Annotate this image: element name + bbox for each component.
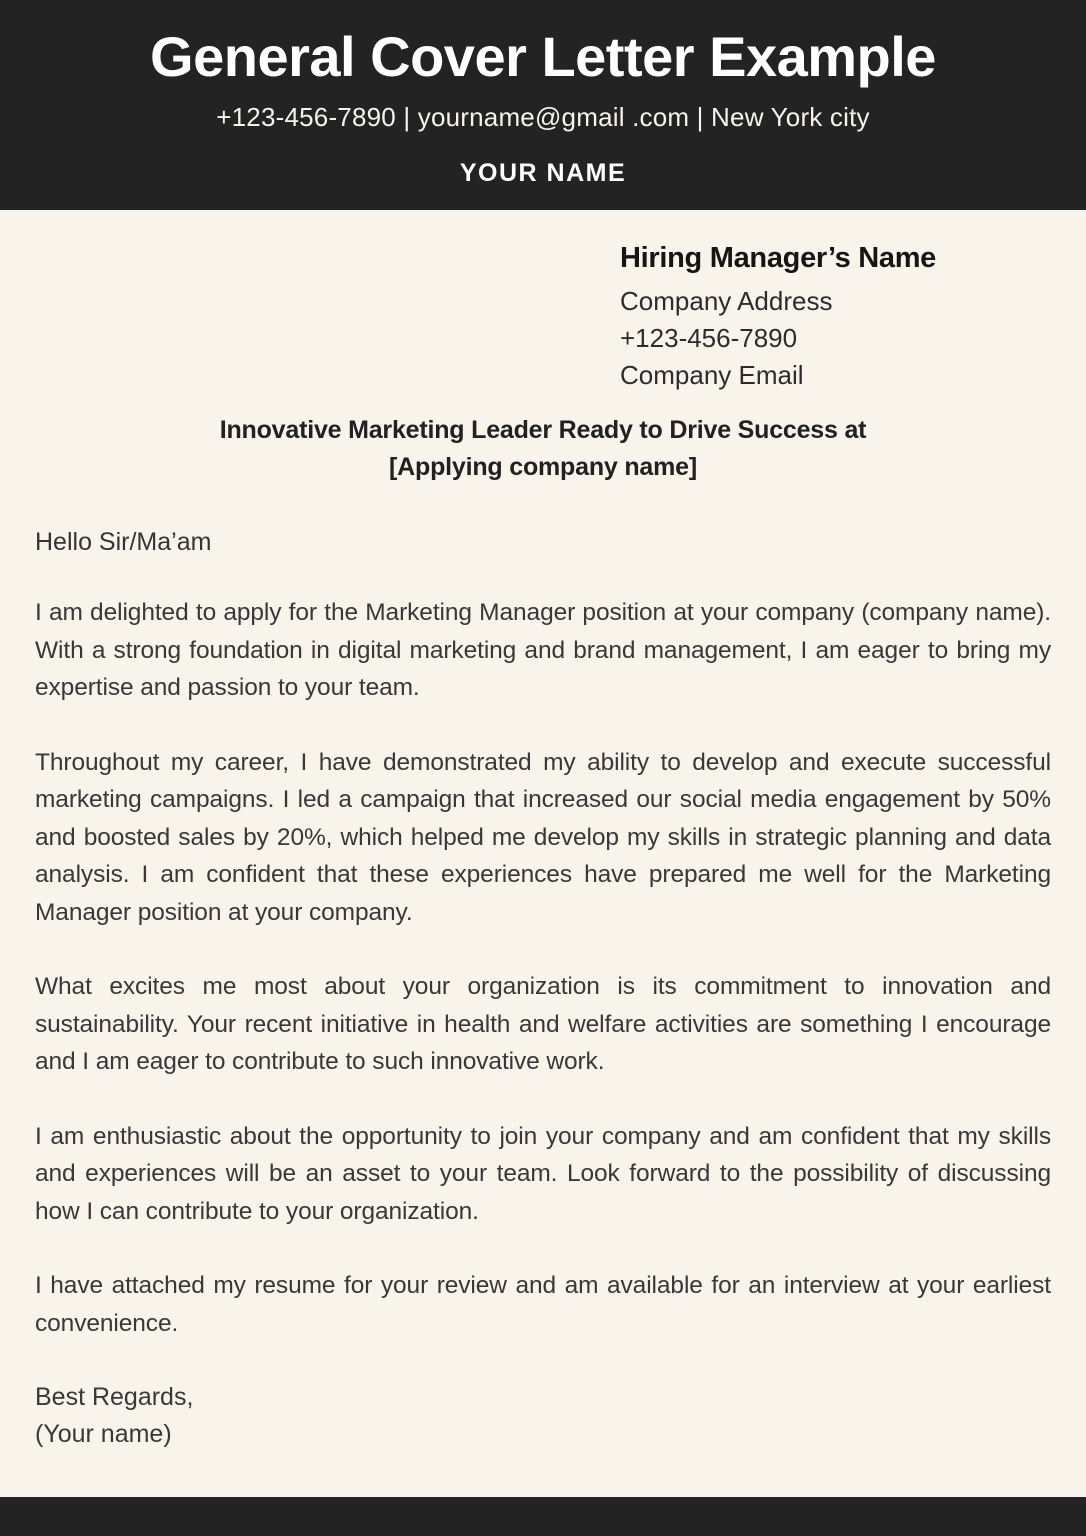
sender-name: YOUR NAME: [459, 158, 627, 187]
paragraph-2: Throughout my career, I have demonstrated my ability to develop and execute successful marketing campaigns. I led a campaign that increased our social media engagement by 50% and boosted sales by 20%, which helped me develop my skills in strategic planning and data analysis. I am confident that these experiences have prepared me well for the Marketing Manager position at your company.: [35, 748, 1051, 926]
subject-line-2: [Applying company name]: [389, 453, 697, 481]
paragraph-5: I have attached my resume for your review and am available for an interview at your earliest convenience.: [35, 1272, 1051, 1337]
greeting: Hello Sir/Ma’am: [35, 528, 212, 556]
recipient-phone: +123-456-7890: [620, 323, 798, 353]
recipient-email: Company Email: [620, 360, 804, 390]
recipient-address: Company Address: [620, 286, 833, 316]
recipient-name: Hiring Manager’s Name: [620, 242, 937, 274]
closing: Best Regards,: [35, 1383, 194, 1411]
recipient-block: [620, 242, 1051, 394]
subject-line-1: Innovative Marketing Leader Ready to Drive Success at: [219, 416, 867, 444]
paragraph-4: I am enthusiastic about the opportunity to join your company and am confident that my skills and experiences will be an asset to your team. Look forward to the possibility of discussing how I can contribute to your organization.: [35, 1122, 1051, 1225]
page-title: General Cover Letter Example: [150, 25, 936, 88]
subject-line: [35, 412, 1051, 486]
letter-header: [0, 0, 1086, 210]
paragraph-1: I am delighted to apply for the Marketing Manager position at your company (company name). With a strong foundation in digital marketing and brand management, I am eager to bring my expertise and passion to your team.: [35, 599, 1051, 701]
footer-bar: [0, 1497, 1086, 1536]
signature: (Your name): [35, 1420, 172, 1448]
letter-body: [0, 210, 1086, 1497]
paragraph-3: What excites me most about your organization is its commitment to innovation and sustainability. Your recent initiative in health and welfare activities are something I encourage and I am eager to contribute to such innovative work.: [35, 973, 1051, 1075]
sender-contact-line: +123-456-7890 | yourname@gmail .com | New York city: [216, 101, 870, 132]
